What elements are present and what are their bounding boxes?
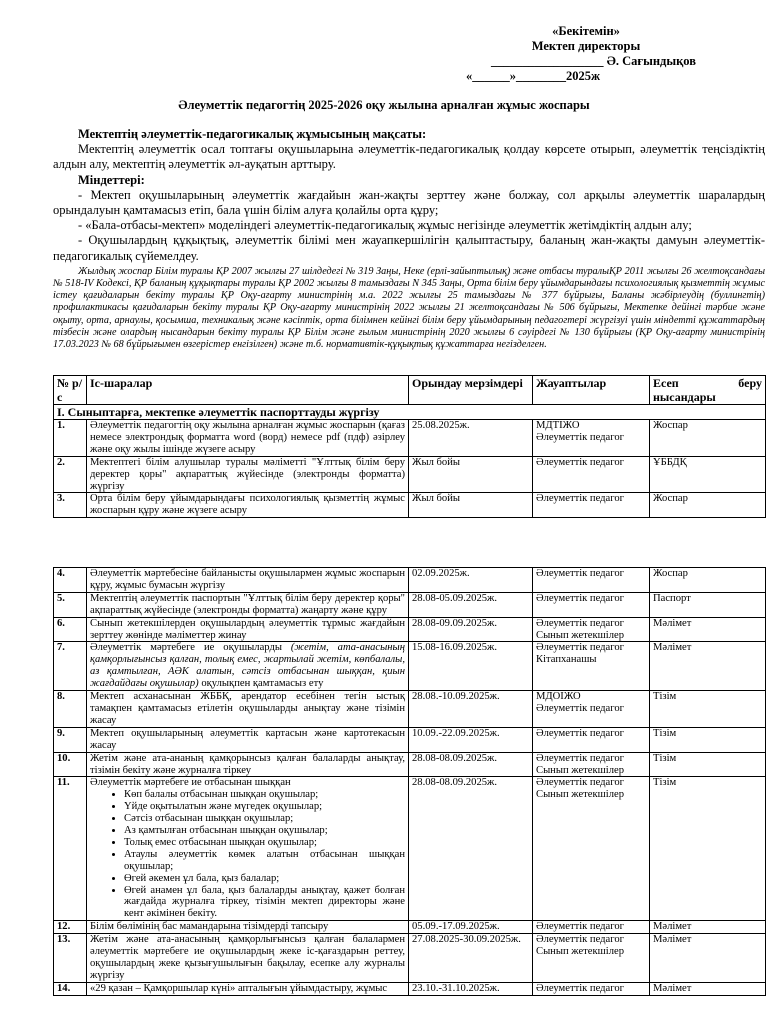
bullet-item: • Өгей анамен ұл бала, қыз балаларды анықтау, қажет болған жағдайда журналға тіркеу, тізімін мектеп директоры және кент әкімінен бекіту. xyxy=(124,885,405,921)
row-deadline: 28.08-08.09.2025ж. xyxy=(409,752,533,777)
intro-section xyxy=(53,127,765,351)
task-item: - Мектеп оқушыларының әлеуметтік жағдайын жан-жақты зерттеу және болжау, сол арқылы әлеуметтік шаралардың орындалуын қамтамасыз етіп, бала үшін білім алуға қолайлы орта құру; xyxy=(53,187,765,218)
responsible-line: Әлеуметтік педагог xyxy=(536,431,624,443)
approval-signature: __________________ Ә. Сағындықов xyxy=(491,54,696,68)
row-responsible: Әлеуметтік педагог xyxy=(533,493,650,518)
header-activity: Іс-шаралар xyxy=(87,376,409,405)
row-report: Жоспар xyxy=(650,420,766,457)
bullet-item: • Толық емес отбасынан шыққан оқушылар; xyxy=(124,837,405,849)
row-num: 7. xyxy=(54,642,87,691)
status-bullet-list xyxy=(90,789,405,920)
row-responsible: Әлеуметтік педагог xyxy=(533,727,650,752)
row-deadline: 28.08-08.09.2025ж. xyxy=(409,777,533,921)
responsible-line: Сынып жетекшілер xyxy=(536,629,625,641)
responsible-line: Әлеуметтік педагог xyxy=(536,777,624,789)
responsible-line: Әлеуметтік педагог xyxy=(536,934,624,946)
row-num: 9. xyxy=(54,727,87,752)
row-report: Мәлімет xyxy=(650,921,766,934)
bullet-item: • Өгей әкемен ұл бала, қыз балалар; xyxy=(124,873,405,885)
responsible-line: Сынып жетекшілер xyxy=(536,789,625,801)
row-activity xyxy=(87,642,409,691)
row-num: 14. xyxy=(54,982,87,995)
row-num: 11. xyxy=(54,777,87,921)
section-title: І. Сыныптарға, мектепке әлеуметтік паспорттауды жүргізу xyxy=(54,405,766,420)
table-row xyxy=(54,982,766,995)
row-responsible xyxy=(533,617,650,642)
tasks-heading: Міндеттері: xyxy=(78,172,145,187)
table-row xyxy=(54,642,766,691)
table-row xyxy=(54,727,766,752)
responsible-line: Әлеуметтік педагог xyxy=(536,702,624,714)
row-responsible xyxy=(533,642,650,691)
row-report: Тізім xyxy=(650,691,766,728)
row-deadline: 28.08.-10.09.2025ж. xyxy=(409,691,533,728)
bullet-item: • Аз қамтылған отбасынан шыққан оқушылар; xyxy=(124,825,405,837)
row-activity: «29 қазан – Қамқоршылар күні» апталығын ұйымдастыру, жұмыс xyxy=(87,982,409,995)
header-deadline: Орындау мерзімдері xyxy=(409,376,533,405)
row-activity: Мектептің әлеуметтік паспортын "Ұлттық білім беру деректер қоры" ақпараттық жүйесінде (электронды форматта) жаңарту және құру xyxy=(87,592,409,617)
row-report: ҰББДҚ xyxy=(650,456,766,493)
row-deadline: 02.09.2025ж. xyxy=(409,568,533,593)
row-report: Паспорт xyxy=(650,592,766,617)
approval-position: Мектеп директоры xyxy=(531,39,641,53)
row-num: 1. xyxy=(54,420,87,457)
row-deadline: Жыл бойы xyxy=(409,456,533,493)
row-num: 2. xyxy=(54,456,87,493)
row-num: 6. xyxy=(54,617,87,642)
responsible-line: Сынып жетекшілер xyxy=(536,946,625,958)
bullet-item: • Атаулы әлеуметтік көмек алатын отбасынан шыққан оқушылар; xyxy=(124,849,405,873)
task-item: - «Бала-отбасы-мектеп» моделіндегі әлеуметтік-педагогикалық жұмыс негізінде әлеуметтік жетімдіктің алдын алу; xyxy=(78,218,692,233)
row-deadline: Жыл бойы xyxy=(409,493,533,518)
row-num: 13. xyxy=(54,934,87,983)
header-responsible: Жауаптылар xyxy=(533,376,650,405)
row-activity: Білім бөлімінің бас мамандарына тізімдерді тапсыру xyxy=(87,921,409,934)
table-row xyxy=(54,493,766,518)
plan-table-page1 xyxy=(53,375,766,518)
table-row xyxy=(54,617,766,642)
row-activity: Жетім және ата-ананың қамқорынсыз қалған балаларды анықтау, тізімін бекіту және журналға тіркеу xyxy=(87,752,409,777)
task-item: - Оқушылардың құқықтық, әлеуметтік білімі мен жауапкершілігін қалыптастыру, баланың жан-жақты дамуын әлеуметтік-педагогикалық сүйемелдеу. xyxy=(53,233,765,263)
responsible-line: Әлеуметтік педагог xyxy=(536,642,624,654)
row-activity: Орта білім беру ұйымдарындағы психологиялық қызметтің жұмыс жоспарын құру және жүзеге асыру xyxy=(87,493,409,518)
activity-text: Әлеуметтік мәртебеге ие оқушыларды xyxy=(90,642,291,654)
row-report: Тізім xyxy=(650,727,766,752)
row-activity: Сынып жетекшілерден оқушылардың әлеуметтік тұрмыс жағдайын зерттеу жөнінде мәліметтер жинау xyxy=(87,617,409,642)
row-activity: Мектеп асханасынан ЖББҚ, арендатор есебінен тегін ыстық тамақпен қамтамасыз етілетін оқушыларды анықтау және тізімін жасау xyxy=(87,691,409,728)
row-activity: Жетім және ата-анасының қамқорлығынсыз қалған балалармен әлеуметтік мәртебеге ие оқушылардың жеке іс-қағаздарын реттеу, оқушылардың жеке қызығушылығын бақылау, есепке алу журналы жүргізу xyxy=(87,934,409,983)
row-report: Жоспар xyxy=(650,568,766,593)
table-row xyxy=(54,592,766,617)
table-header-row xyxy=(54,376,766,405)
responsible-line: МДОІЖО xyxy=(536,691,581,703)
row-num: 12. xyxy=(54,921,87,934)
row-deadline: 25.08.2025ж. xyxy=(409,420,533,457)
responsible-line: Әлеуметтік педагог xyxy=(536,752,624,764)
row-responsible xyxy=(533,934,650,983)
bullet-item: • Сәтсіз отбасынан шыққан оқушылар; xyxy=(124,813,405,825)
row-report: Мәлімет xyxy=(650,617,766,642)
row-activity: Әлеуметтік мәртебесіне байланысты оқушылармен жұмыс жоспарын құру, жұмыс бумасын жүргізу xyxy=(87,568,409,593)
row-num: 4. xyxy=(54,568,87,593)
goal-text: Мектептің әлеуметтік осал топтағы оқушыларына әлеуметтік-педагогикалық қолдау көрсете отырып, әлеуметтік теңсіздіктің алдын алу, мектептің әлеуметтік әл-ауқатын арттыру. xyxy=(53,142,765,172)
activity-text-tail: оқулықпен қамтамасыз ету xyxy=(198,678,324,690)
bullet-item: • Көп балалы отбасынан шыққан оқушылар; xyxy=(124,789,405,801)
row-activity xyxy=(87,777,409,921)
row-num: 5. xyxy=(54,592,87,617)
row-activity: Мектептегі білім алушылар туралы мәліметті "Ұлттық білім беру деректер қоры" ақпараттық жүйесінде (электронды форматта) жүргізу xyxy=(87,456,409,493)
approval-date: «______»________2025ж xyxy=(466,69,601,83)
header-report: Есеп беру нысандары xyxy=(650,376,766,405)
plan-table-page2 xyxy=(53,567,766,996)
goal-heading: Мектептің әлеуметтік-педагогикалық жұмысының мақсаты: xyxy=(78,127,427,141)
approval-title: «Бекітемін» xyxy=(552,24,620,38)
row-deadline: 05.09.-17.09.2025ж. xyxy=(409,921,533,934)
row-responsible xyxy=(533,420,650,457)
row-responsible: Әлеуметтік педагог xyxy=(533,921,650,934)
bullet-item: • Үйде оқытылатын және мүгедек оқушылар; xyxy=(124,801,405,813)
approval-block xyxy=(466,24,706,84)
row-report: Тізім xyxy=(650,752,766,777)
table-row xyxy=(54,691,766,728)
row-deadline: 28.08-05.09.2025ж. xyxy=(409,592,533,617)
row-responsible xyxy=(533,752,650,777)
activity-italic-text: (жетім, ата-анасының қамқорлығынсыз қалған, толық емес, жартылай жетім, көпбалалы, аз қамтылған, АӘК алатын, сәтсіз отбасынан шыққан, қиын жағдайдағы оқушылар) xyxy=(90,642,405,690)
row-num: 3. xyxy=(54,493,87,518)
row-responsible: Әлеуметтік педагог xyxy=(533,592,650,617)
section-row xyxy=(54,405,766,420)
table-row xyxy=(54,568,766,593)
row-activity: Мектеп оқушыларының әлеуметтік картасын және картотекасын жасау xyxy=(87,727,409,752)
header-num: № р/с xyxy=(54,376,87,405)
table-row xyxy=(54,934,766,983)
row-report: Мәлімет xyxy=(650,934,766,983)
table-row xyxy=(54,777,766,921)
table-row xyxy=(54,420,766,457)
responsible-line: МДТІЖО xyxy=(536,420,580,431)
table-row xyxy=(54,456,766,493)
row-num: 8. xyxy=(54,691,87,728)
plan-title: Әлеуметтік педагогтің 2025-2026 оқу жылына арналған жұмыс жоспары xyxy=(178,98,590,112)
row-responsible: Әлеуметтік педагог xyxy=(533,982,650,995)
row-report: Мәлімет xyxy=(650,982,766,995)
row-activity: Әлеуметтік педагогтің оқу жылына арналған жұмыс жоспарын (қағаз немесе электрондық форматта word (ворд) немесе pdf (пдф) әзірлеу және оқу жылы ішінде жүзеге асыру xyxy=(87,420,409,457)
row-report: Мәлімет xyxy=(650,642,766,691)
legal-basis: Жылдық жоспар Білім туралы ҚР 2007 жылғы 27 шілдедегі № 319 Заңы, Неке (ерлі-зайыптылық) және отбасы туралыҚР 2011 жылғы 26 желтоқсандағы № 518-IV Кодексі, ҚР баланың құқықтары туралы ҚР 2002 жылғы 8 тамыздағы N 345 Заңы, Орта білім беру ұйымдарындағы психологиялық қызметтің жұмыс істеу қағидаларын бекіту туралы ҚР Оқу-ағарту министрінің м.а. 2022 жылғы 25 тамыздағы № 377 бұйрығы, Баланы жәбірлеудің (буллингтің) профилактикасы қағидаларын бекіту туралы ҚР Оқу-ағарту министрінің 2022 жылғы 21 желтоқсандағы № 506 бұйрығы, Мектепке дейінгі тәрбие және оқыту, орта, арнаулы, қосымша, техникалық және кәсіптік, орта білімнен кейінгі білім беру ұйымдарының педагогтері жүргізуі үшін міндетті құжаттардың тізбесін және олардың нысандарын бекіту туралы ҚР Білім және ғылым министрінің 2020 жылғы 6 сәуірдегі № 130 бұйрығы (ҚР Оқу-ағарту министрінің 17.03.2023 № 68 бұйрығымен өзгерістер енгізілген) және т.б. нормативтік-құқықтық құжаттарға негізделген. xyxy=(53,265,765,351)
row-deadline: 27.08.2025-30.09.2025ж. xyxy=(409,934,533,983)
row-deadline: 10.09.-22.09.2025ж. xyxy=(409,727,533,752)
row-responsible: Әлеуметтік педагог xyxy=(533,568,650,593)
row-responsible xyxy=(533,691,650,728)
row-deadline: 23.10.-31.10.2025ж. xyxy=(409,982,533,995)
table-row xyxy=(54,921,766,934)
row-deadline: 15.08-16.09.2025ж. xyxy=(409,642,533,691)
row-responsible xyxy=(533,777,650,921)
table-row xyxy=(54,752,766,777)
row-responsible: Әлеуметтік педагог xyxy=(533,456,650,493)
activity-text: Әлеуметтік мәртебеге ие отбасынан шыққан xyxy=(90,777,291,789)
responsible-line: Кітапханашы xyxy=(536,654,597,666)
row-report: Тізім xyxy=(650,777,766,921)
responsible-line: Сынып жетекшілер xyxy=(536,764,625,776)
row-report: Жоспар xyxy=(650,493,766,518)
row-num: 10. xyxy=(54,752,87,777)
row-deadline: 28.08-09.09.2025ж. xyxy=(409,617,533,642)
responsible-line: Әлеуметтік педагог xyxy=(536,617,624,629)
